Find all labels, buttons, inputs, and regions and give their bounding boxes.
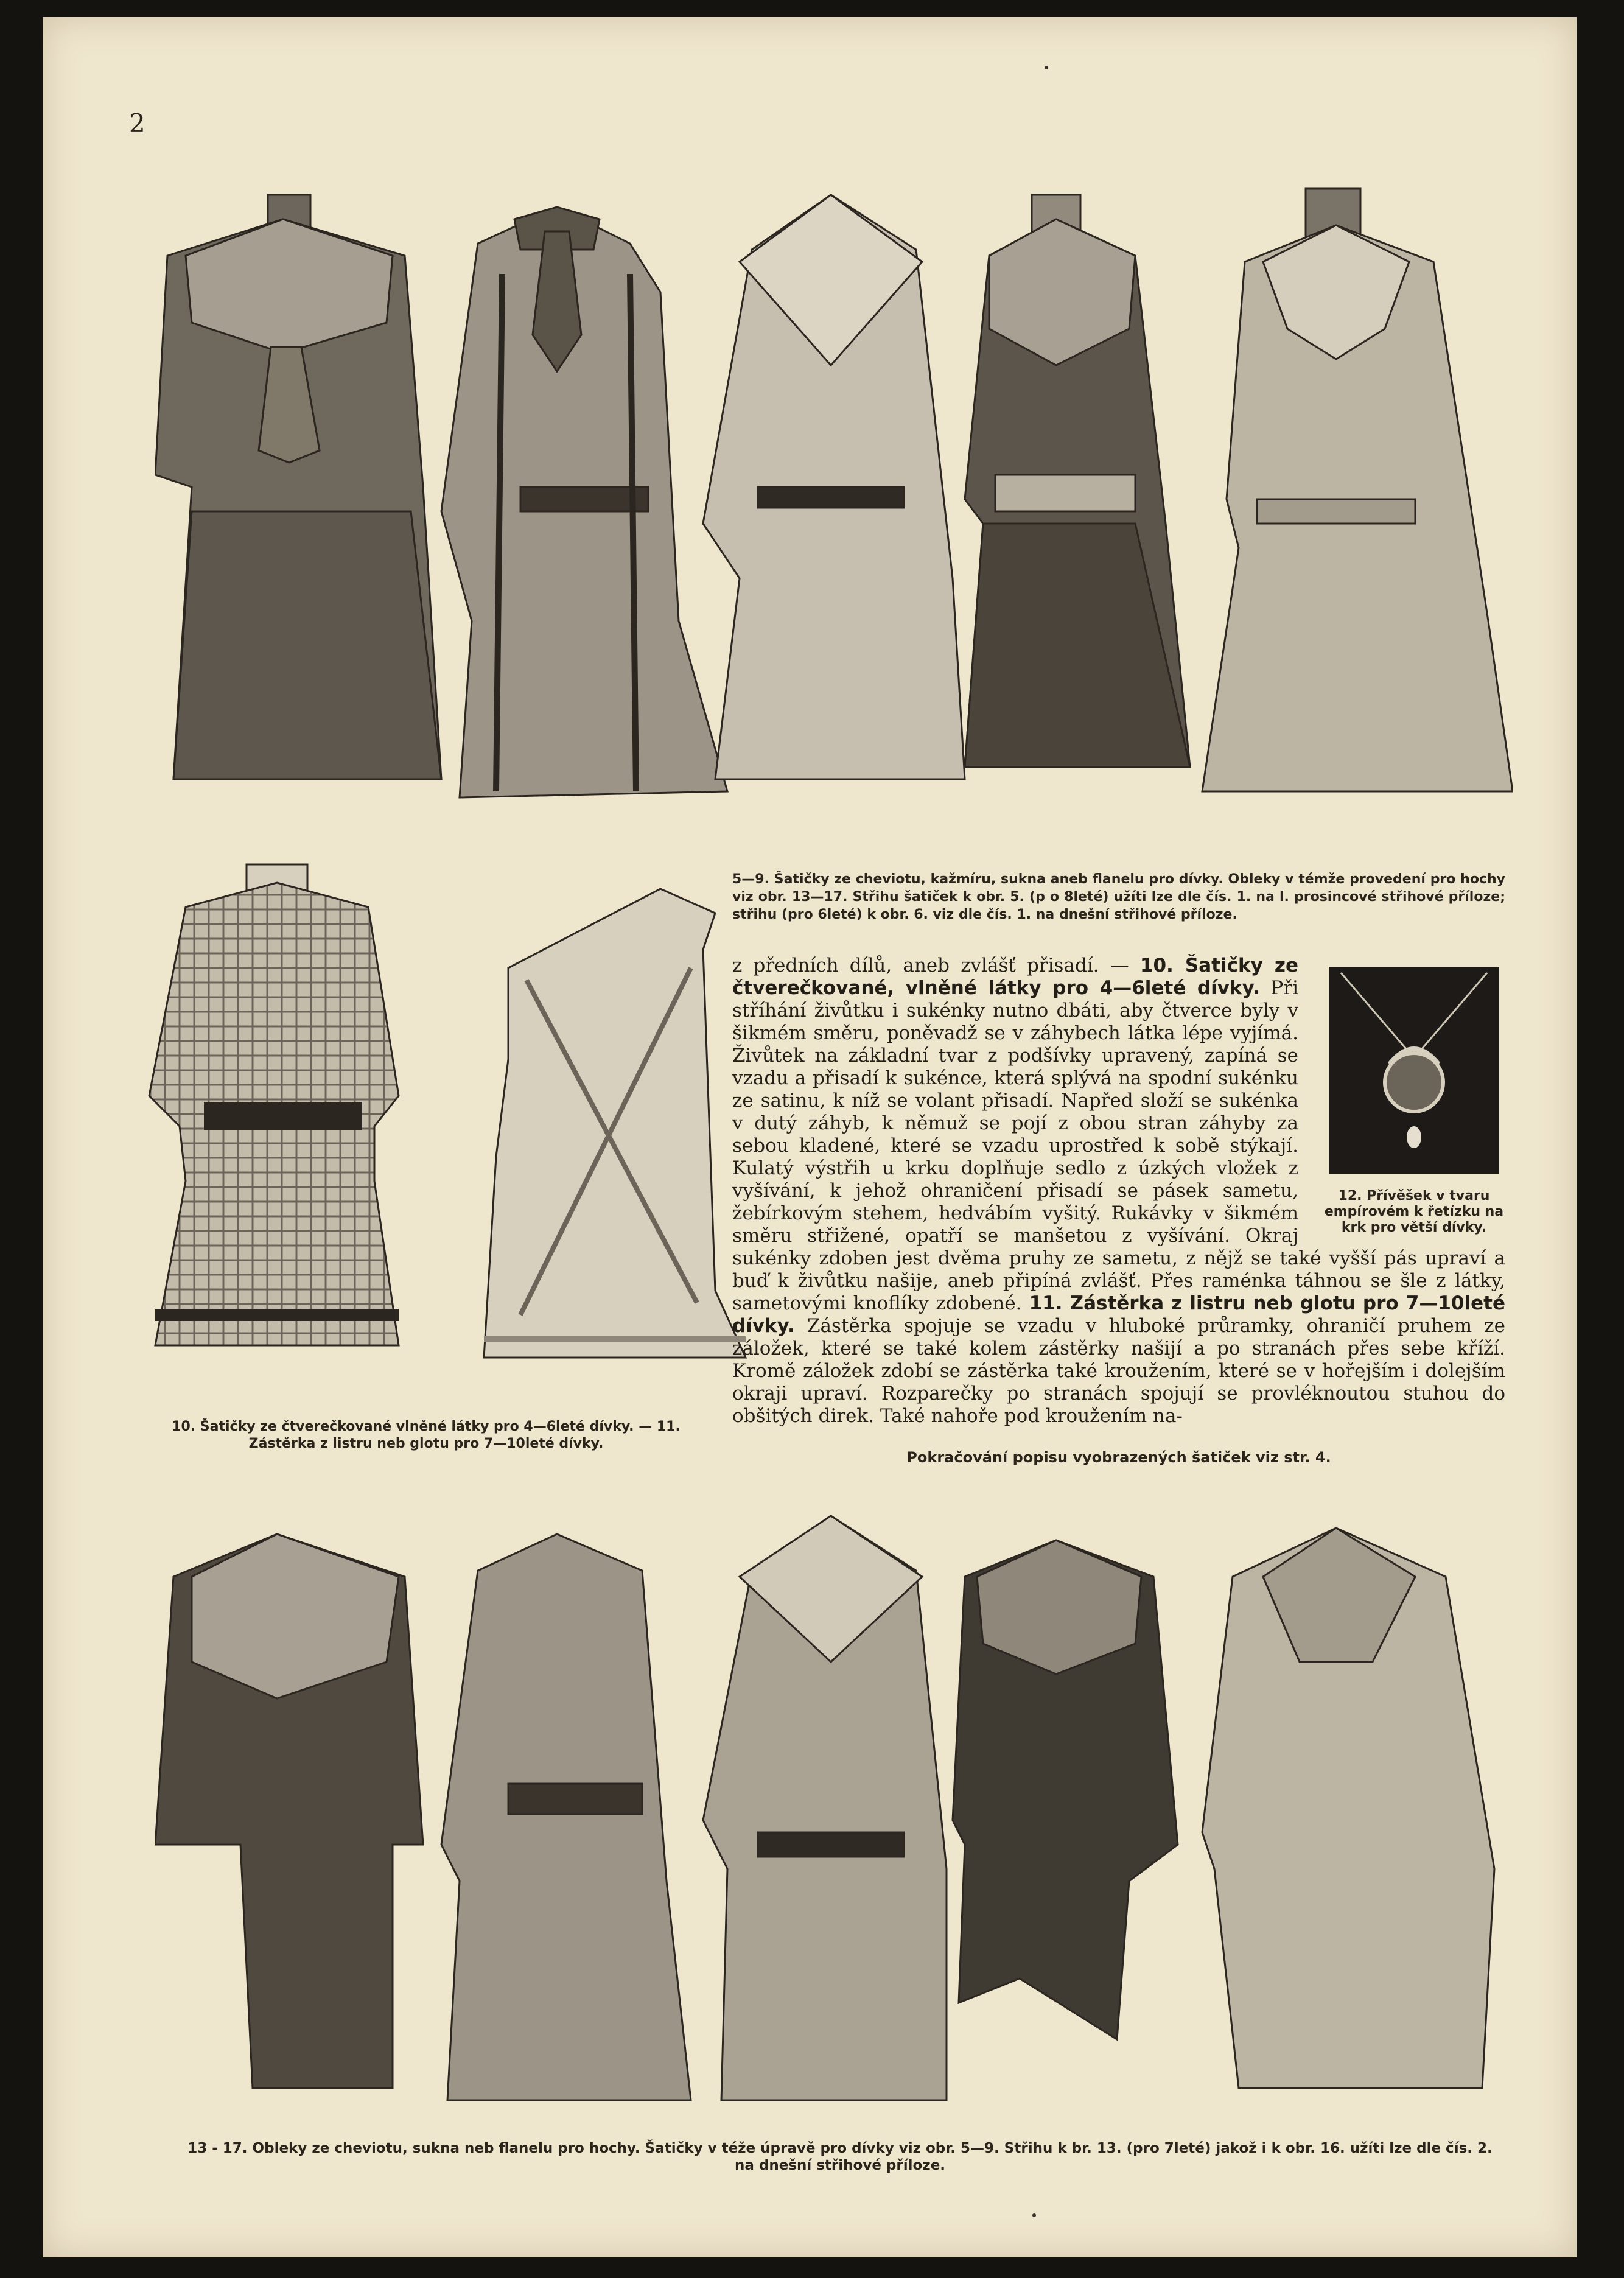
article-body: [732, 955, 1505, 1428]
body-intro: z předních dílů, aneb zvlášť přisadí. —: [732, 955, 1140, 976]
print-speck: [1032, 2213, 1036, 2217]
text-figure-11: Zástěrka spojuje se vzadu v hluboké průramky, ohraničí pruhem ze záložek, které se také kolem zástěrky našijí a po stranách přes sebe kříží. Kromě záložek zdobí se zástěrka také kroužením, které se v hořejším i dolejším okraji upraví. Rozparečky po stranách spojují se provléknoutou stuhou do obšitých direk. Také nahoře pod kroužením na-: [732, 1315, 1505, 1427]
bottom-figures-caption: 13 - 17. Obleky ze cheviotu, sukna neb flanelu pro hochy. Šatičky v téže úpravě pro dívky viz obr. 5—9. Střihu k br. 13. (pro 7leté) jakož i k obr. 16. užíti lze dle čís. 2. na dnešní střihové příloze.: [187, 2140, 1493, 2173]
heading-figure-10: 10. Šatičky ze čtverečkované, vlněné látky pro 4—6leté dívky.: [732, 955, 1298, 999]
bottom-suits-illustration: [155, 1504, 1513, 2106]
pendant-caption: 12. Přívěšek v tvaru empírovém k řetízku na krk pro větší dívky.: [1324, 1188, 1504, 1235]
pendant-illustration: [1329, 967, 1499, 1174]
heading-figure-11: 11. Zástěrka z listru neb glotu pro 7—10leté dívky.: [732, 1292, 1506, 1337]
pendant-figure: [1323, 967, 1505, 1235]
page-number: 2: [129, 108, 145, 138]
continuation-note: Pokračování popisu vyobrazených šatiček viz str. 4.: [906, 1449, 1331, 1466]
plaid-dress-illustration: [143, 858, 411, 1364]
apron-illustration: [460, 877, 752, 1364]
top-dresses-illustration: [155, 183, 1513, 840]
top-figures-caption: 5—9. Šatičky ze cheviotu, kažmíru, sukna aneb flanelu pro dívky. Obleky v témže provedení pro hochy viz obr. 13—17. Střihu šatiček k obr. 5. (p o 8leté) užíti lze dle čís. 1. na l. prosincové střihové příloze; střihu (pro 6leté) k obr. 6. viz dle čís. 1. na dnešní střihové příloze.: [732, 872, 1505, 922]
print-speck: [1045, 66, 1048, 69]
text-figure-10: Při stříhání živůtku i sukénky nutno dbáti, aby čtverce byly v šikmém směru, poněvadž se v záhybech látka lépe vyjímá. Živůtek na základní tvar z podšívky upravený, zapíná se vzadu a přisadí k sukénce, která splývá na spodní sukénku ze satinu, k níž se volant přisadí. Napřed složí se sukénka v dutý záhyb, k němuž se pojí z obou stran záhyby za sebou kladené, které se vzadu uprostřed k sobě stýkají. Kulatý výstřih u krku doplňuje sedlo z úzkých vložek z vyšívání, k jehož ohraničení přisadí se pásek sametu, žebírkovým stehem, hedvábím vyšitý. Rukávky v šikmém směru střižené, opatří se manšetou z vyšívání. Okraj sukénky zdoben jest dvěma pruhy ze sametu, z nějž se také vyšší pás upraví a buď k živůtku našije, aneb připíná zvlášť. Přes raménka táhnou se šle z látky, sametovými knoflíky zdobené.: [732, 977, 1505, 1314]
left-figures-caption: 10. Šatičky ze čtverečkované vlněné látky pro 4—6leté dívky. — 11. Zástěrka z listru neb glotu pro 7—10leté dívky.: [172, 1419, 681, 1451]
